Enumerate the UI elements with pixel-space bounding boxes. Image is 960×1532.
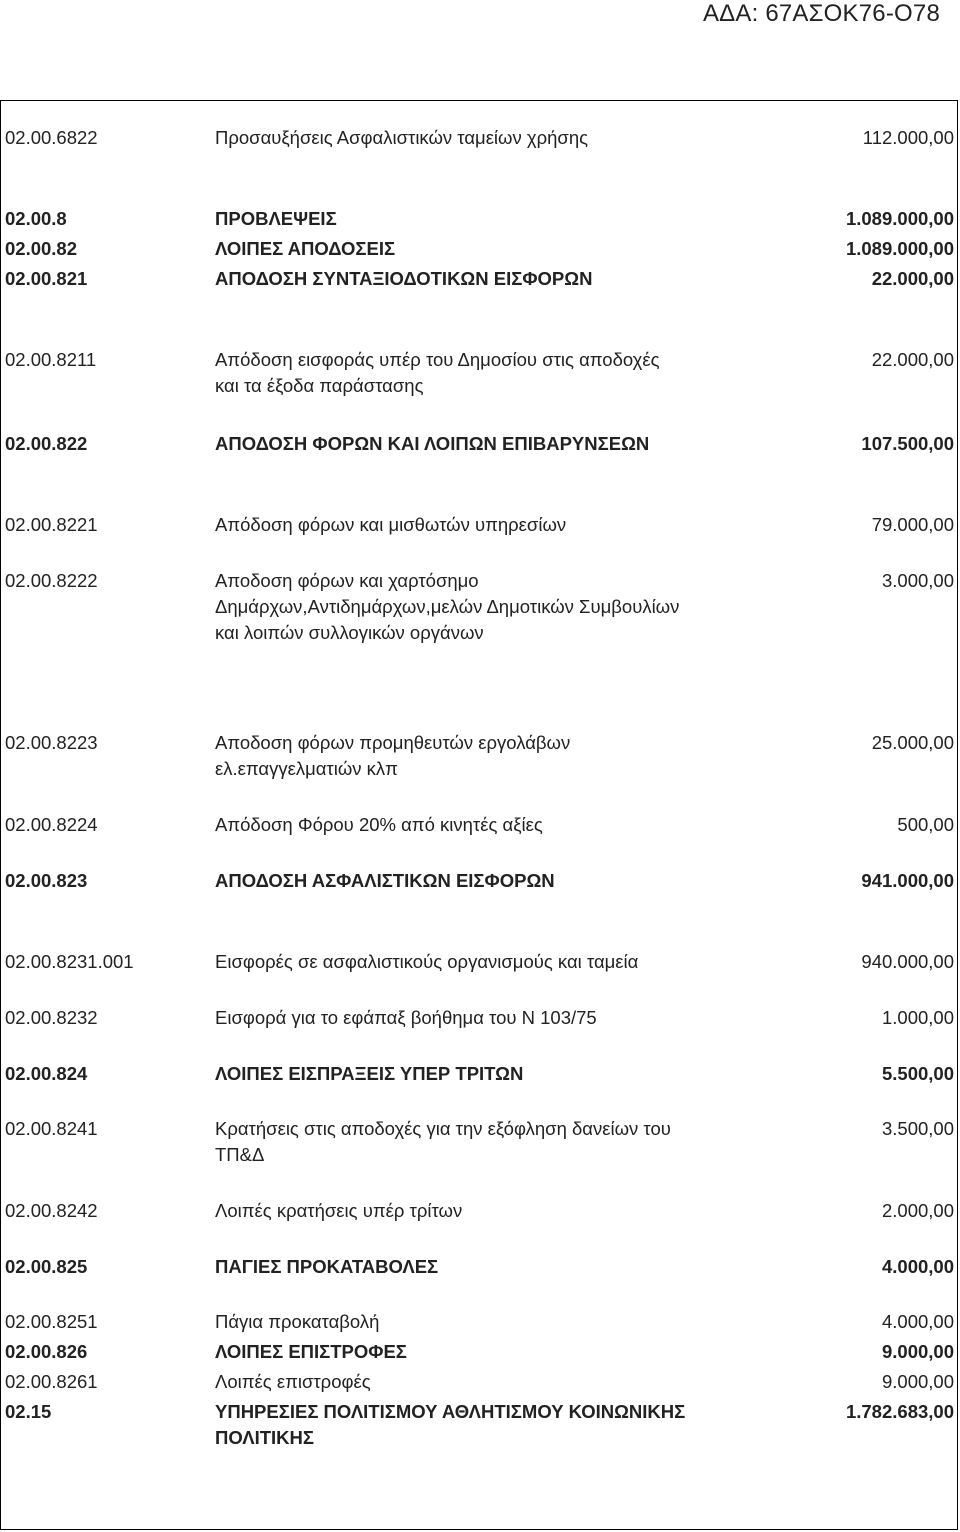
amount: 9.000,00	[881, 1371, 954, 1392]
account-code: 02.00.824	[5, 1063, 88, 1084]
amount: 22.000,00	[871, 349, 954, 370]
account-code: 02.00.825	[5, 1256, 88, 1277]
amount: 1.089.000,00	[845, 238, 954, 259]
description-line: Αποδοση φόρων προμηθευτών εργολάβων	[215, 732, 571, 753]
account-code: 02.00.8261	[5, 1371, 98, 1392]
amount: 500,00	[897, 814, 954, 835]
description-line: ελ.επαγγελματιών κλπ	[215, 758, 398, 779]
account-description	[215, 1198, 735, 1224]
account-description	[215, 125, 735, 151]
account-code: 02.15	[5, 1401, 52, 1422]
description-line: Δημάρχων,Αντιδημάρχων,μελών Δημοτικών Συμβουλίων	[215, 596, 680, 617]
account-code: 02.00.82	[5, 238, 78, 259]
account-description	[215, 512, 735, 538]
amount: 4.000,00	[881, 1311, 954, 1332]
description-line: Απόδοση φόρων και μισθωτών υπηρεσίων	[215, 514, 567, 535]
description-line: Αποδοση φόρων και χαρτόσημο	[215, 570, 479, 591]
account-description	[215, 949, 735, 975]
amount: 5.500,00	[881, 1063, 954, 1084]
account-description	[215, 347, 735, 399]
account-description	[215, 206, 735, 232]
amount: 79.000,00	[871, 514, 954, 535]
account-code: 02.00.8242	[5, 1200, 98, 1221]
account-description	[215, 1061, 735, 1087]
amount: 9.000,00	[881, 1341, 954, 1362]
description-line: ΛΟΙΠΕΣ ΕΠΙΣΤΡΟΦΕΣ	[215, 1341, 407, 1362]
account-code: 02.00.8251	[5, 1311, 98, 1332]
description-line: Προσαυξήσεις Ασφαλιστικών ταμείων χρήσης	[215, 127, 589, 148]
account-code: 02.00.8	[5, 208, 67, 229]
description-line: ΠΑΓΙΕΣ ΠΡΟΚΑΤΑΒΟΛΕΣ	[215, 1256, 439, 1277]
account-description	[215, 1369, 735, 1395]
description-line: Πάγια προκαταβολή	[215, 1311, 380, 1332]
amount: 3.500,00	[881, 1118, 954, 1139]
account-description	[215, 1339, 735, 1365]
account-code: 02.00.8224	[5, 814, 98, 835]
account-code: 02.00.823	[5, 870, 88, 891]
description-line: Απόδοση Φόρου 20% από κινητές αξίες	[215, 814, 543, 835]
amount: 1.000,00	[881, 1007, 954, 1028]
account-code: 02.00.8223	[5, 732, 98, 753]
account-description	[215, 568, 735, 646]
description-line: ΑΠΟΔΟΣΗ ΣΥΝΤΑΞΙΟΔΟΤΙΚΩΝ ΕΙΣΦΟΡΩΝ	[215, 268, 593, 289]
account-code: 02.00.8211	[5, 349, 97, 370]
account-code: 02.00.826	[5, 1341, 88, 1362]
account-description	[215, 1005, 735, 1031]
account-code: 02.00.8222	[5, 570, 98, 591]
account-description	[215, 1309, 735, 1335]
account-description	[215, 730, 735, 782]
amount: 2.000,00	[881, 1200, 954, 1221]
description-line: Εισφορές σε ασφαλιστικούς οργανισμούς και ταμεία	[215, 951, 639, 972]
account-code: 02.00.821	[5, 268, 88, 289]
account-code: 02.00.822	[5, 433, 88, 454]
description-line: Απόδοση εισφοράς υπέρ του Δημοσίου στις αποδοχές	[215, 349, 660, 370]
account-description	[215, 236, 735, 262]
description-line: ΛΟΙΠΕΣ ΑΠΟΔΟΣΕΙΣ	[215, 238, 396, 259]
account-description	[215, 1254, 735, 1280]
description-line: Εισφορά για το εφάπαξ βοήθημα του Ν 103/75	[215, 1007, 597, 1028]
account-description	[215, 868, 735, 894]
description-line: ΥΠΗΡΕΣΙΕΣ ΠΟΛΙΤΙΣΜΟΥ ΑΘΛΗΤΙΣΜΟΥ ΚΟΙΝΩΝΙΚΗΣ	[215, 1401, 686, 1422]
description-line: ΑΠΟΔΟΣΗ ΑΣΦΑΛΙΣΤΙΚΩΝ ΕΙΣΦΟΡΩΝ	[215, 870, 555, 891]
account-description	[215, 431, 735, 457]
amount: 940.000,00	[861, 951, 954, 972]
description-line: ΛΟΙΠΕΣ ΕΙΣΠΡΑΞΕΙΣ ΥΠΕΡ ΤΡΙΤΩΝ	[215, 1063, 524, 1084]
description-line: ΠΡΟΒΛΕΨΕΙΣ	[215, 208, 337, 229]
description-line: και λοιπών συλλογικών οργάνων	[215, 622, 484, 643]
account-description	[215, 1399, 735, 1451]
description-line: ΤΠ&Δ	[215, 1144, 265, 1165]
amount: 112.000,00	[862, 127, 954, 148]
description-line: Κρατήσεις στις αποδοχές για την εξόφληση δανείων του	[215, 1118, 671, 1139]
account-code: 02.00.8221	[5, 514, 98, 535]
account-description	[215, 812, 735, 838]
account-code: 02.00.8231.001	[5, 951, 134, 972]
description-line: Λοιπές επιστροφές	[215, 1371, 371, 1392]
description-line: και τα έξοδα παράστασης	[215, 375, 424, 396]
amount: 941.000,00	[861, 870, 954, 891]
amount: 1.782.683,00	[845, 1401, 954, 1422]
description-line: Λοιπές κρατήσεις υπέρ τρίτων	[215, 1200, 463, 1221]
account-code: 02.00.6822	[5, 127, 98, 148]
description-line: ΠΟΛΙΤΙΚΗΣ	[215, 1427, 314, 1448]
amount: 107.500,00	[861, 433, 954, 454]
amount: 1.089.000,00	[845, 208, 954, 229]
ada-code: ΑΔΑ: 67ΑΣΟΚ76-Ο78	[702, 0, 940, 27]
amount: 22.000,00	[871, 268, 954, 289]
amount: 25.000,00	[871, 732, 954, 753]
amount: 3.000,00	[881, 570, 954, 591]
description-line: ΑΠΟΔΟΣΗ ΦΟΡΩΝ ΚΑΙ ΛΟΙΠΩΝ ΕΠΙΒΑΡΥΝΣΕΩΝ	[215, 433, 650, 454]
amount: 4.000,00	[881, 1256, 954, 1277]
account-code: 02.00.8241	[5, 1118, 98, 1139]
account-code: 02.00.8232	[5, 1007, 98, 1028]
account-description	[215, 1116, 735, 1168]
account-description	[215, 266, 735, 292]
